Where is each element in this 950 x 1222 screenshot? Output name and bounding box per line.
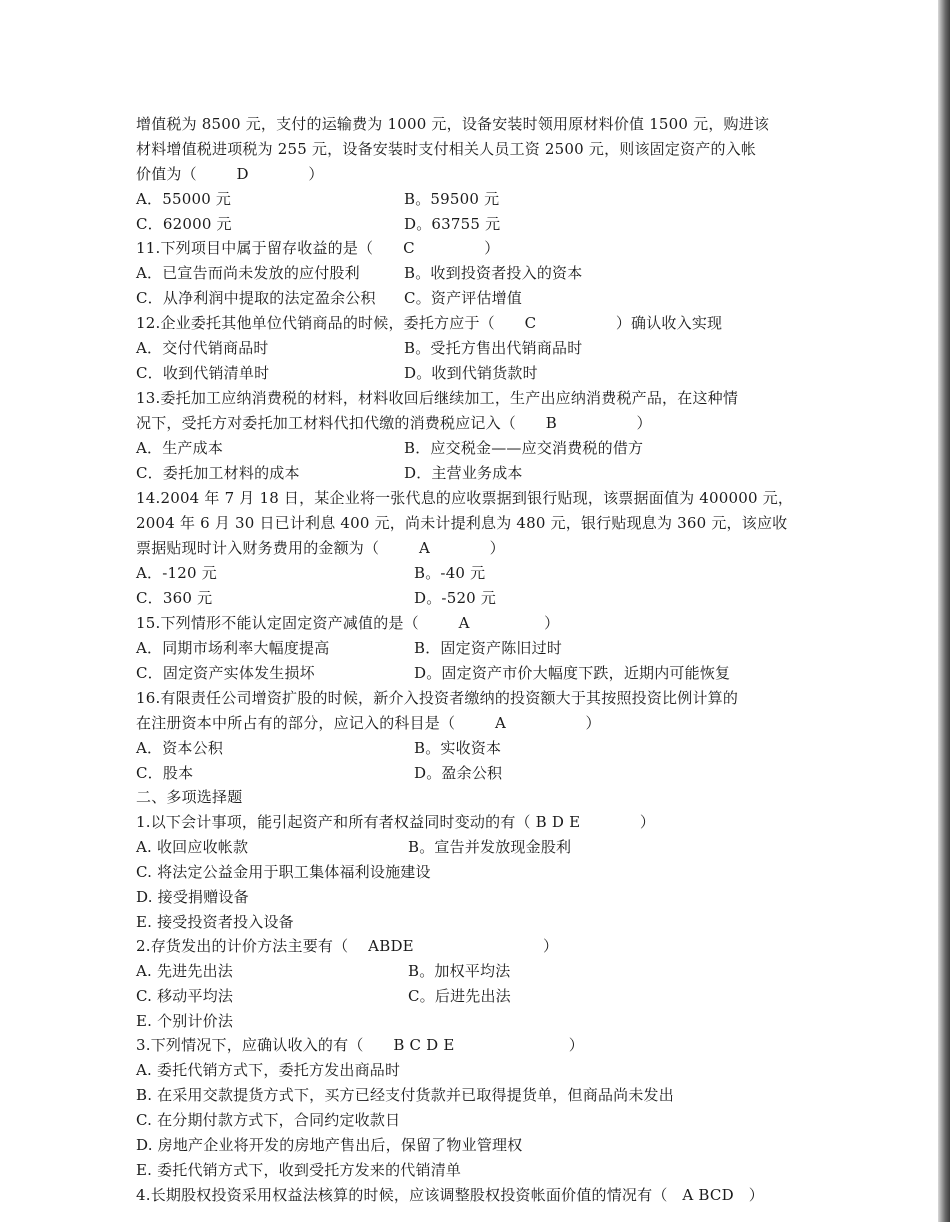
m1-option-e: E. 接受投资者投入设备 — [136, 913, 294, 931]
q13-option-b: B．应交税金——应交消费税的借方 — [404, 439, 644, 457]
q11-stem: 11.下列项目中属于留存收益的是（ C ） — [136, 239, 500, 257]
m2-stem: 2.存货发出的计价方法主要有（ ABDE ） — [136, 937, 559, 955]
q16-option-c: C．股本 — [136, 764, 194, 782]
m2-option-c: C. 移动平均法 — [136, 987, 234, 1005]
q14-option-d: D。-520 元 — [414, 589, 497, 607]
m3-option-c: C. 在分期付款方式下，合同约定收款日 — [136, 1111, 401, 1129]
q12-option-c: C．收到代销清单时 — [136, 364, 270, 382]
q10-line-2: 材料增值税进项税为 255 元，设备安装时支付相关人员工资 2500 元，则该固定资产的入帐 — [136, 140, 757, 158]
m4-stem: 4.长期股权投资采用权益法核算的时候，应该调整股权投资帐面价值的情况有（ A BCD ） — [136, 1186, 764, 1204]
q11-option-a: A．已宣告而尚未发放的应付股利 — [136, 264, 360, 282]
m3-option-e: E. 委托代销方式下，收到受托方发来的代销清单 — [136, 1161, 462, 1179]
q16-stem-line-2: 在注册资本中所占有的部分，应记入的科目是（ A ） — [136, 714, 601, 732]
q12-option-a: A．交付代销商品时 — [136, 339, 269, 357]
m2-option-b: B。加权平均法 — [408, 962, 511, 980]
q14-stem-line-3: 票据贴现时计入财务费用的金额为（ A ） — [136, 539, 505, 557]
q16-stem-line-1: 16.有限责任公司增资扩股的时候，新介入投资者缴纳的投资额大于其按照投资比例计算的 — [136, 689, 739, 707]
q10-option-a: A．55000 元 — [136, 190, 232, 208]
q15-option-c: C．固定资产实体发生损坏 — [136, 664, 315, 682]
m2-option-a: A. 先进先出法 — [136, 962, 233, 980]
m3-option-d: D. 房地产企业将开发的房地产售出后，保留了物业管理权 — [136, 1136, 523, 1154]
m2-option-e: E. 个别计价法 — [136, 1012, 234, 1030]
q11-option-c: C．从净利润中提取的法定盈余公积 — [136, 289, 376, 307]
section-heading-multiple-choice: 二、多项选择题 — [136, 788, 243, 806]
right-page-edge — [938, 0, 950, 1222]
q14-stem-line-2: 2004 年 6 月 30 日已计利息 400 元，尚未计提利息为 480 元，银行贴现息为 360 元，该应收 — [136, 514, 788, 532]
q10-line-3: 价值为（ D ） — [136, 165, 324, 183]
m1-option-a: A. 收回应收帐款 — [136, 838, 249, 856]
q15-stem: 15.下列情形不能认定固定资产减值的是（ A ） — [136, 614, 560, 632]
q16-option-a: A．资本公积 — [136, 739, 224, 757]
q13-stem-line-1: 13.委托加工应纳消费税的材料，材料收回后继续加工，生产出应纳消费税产品，在这种情 — [136, 389, 739, 407]
m2-option-d: C。后进先出法 — [408, 987, 511, 1005]
q16-option-b: B。实收资本 — [414, 739, 502, 757]
q16-option-d: D。盈余公积 — [414, 764, 503, 782]
q14-option-b: B。-40 元 — [414, 564, 486, 582]
q13-stem-line-2: 况下，受托方对委托加工材料代扣代缴的消费税应记入（ B ） — [136, 414, 652, 432]
q12-option-d: D。收到代销货款时 — [404, 364, 538, 382]
q15-option-b: B．固定资产陈旧过时 — [414, 639, 563, 657]
q10-option-b: B。59500 元 — [404, 190, 500, 208]
q10-option-d: D。63755 元 — [404, 215, 501, 233]
q10-line-1: 增值税为 8500 元，支付的运输费为 1000 元，设备安装时领用原材料价值 1500 元，购进该 — [136, 115, 770, 133]
q15-option-d: D。固定资产市价大幅度下跌，近期内可能恢复 — [414, 664, 731, 682]
q13-option-a: A．生产成本 — [136, 439, 224, 457]
q14-option-a: A．-120 元 — [136, 564, 217, 582]
q10-option-c: C．62000 元 — [136, 215, 232, 233]
q11-option-d: C。资产评估增值 — [404, 289, 523, 307]
q12-stem: 12.企业委托其他单位代销商品的时候，委托方应于（ C ）确认收入实现 — [136, 314, 723, 332]
m3-stem: 3.下列情况下，应确认收入的有（ B C D E ） — [136, 1036, 584, 1054]
q13-option-c: C．委托加工材料的成本 — [136, 464, 300, 482]
m3-option-a: A. 委托代销方式下，委托方发出商品时 — [136, 1061, 401, 1079]
m1-option-d: D. 接受捐赠设备 — [136, 888, 249, 906]
q11-option-b: B。收到投资者投入的资本 — [404, 264, 583, 282]
m3-option-b: B. 在采用交款提货方式下，买方已经支付货款并已取得提货单，但商品尚未发出 — [136, 1086, 674, 1104]
q15-option-a: A．同期市场利率大幅度提高 — [136, 639, 330, 657]
m1-option-b: B。宣告并发放现金股利 — [408, 838, 572, 856]
m1-stem: 1.以下会计事项，能引起资产和所有者权益同时变动的有（ B D E ） — [136, 813, 656, 831]
m1-option-c: C. 将法定公益金用于职工集体福利设施建设 — [136, 863, 431, 881]
q14-option-c: C．360 元 — [136, 589, 213, 607]
q14-stem-line-1: 14.2004 年 7 月 18 日，某企业将一张代息的应收票据到银行贴现，该票据面值为 400000 元， — [136, 489, 794, 507]
q13-option-d: D．主营业务成本 — [404, 464, 523, 482]
q12-option-b: B。受托方售出代销商品时 — [404, 339, 583, 357]
